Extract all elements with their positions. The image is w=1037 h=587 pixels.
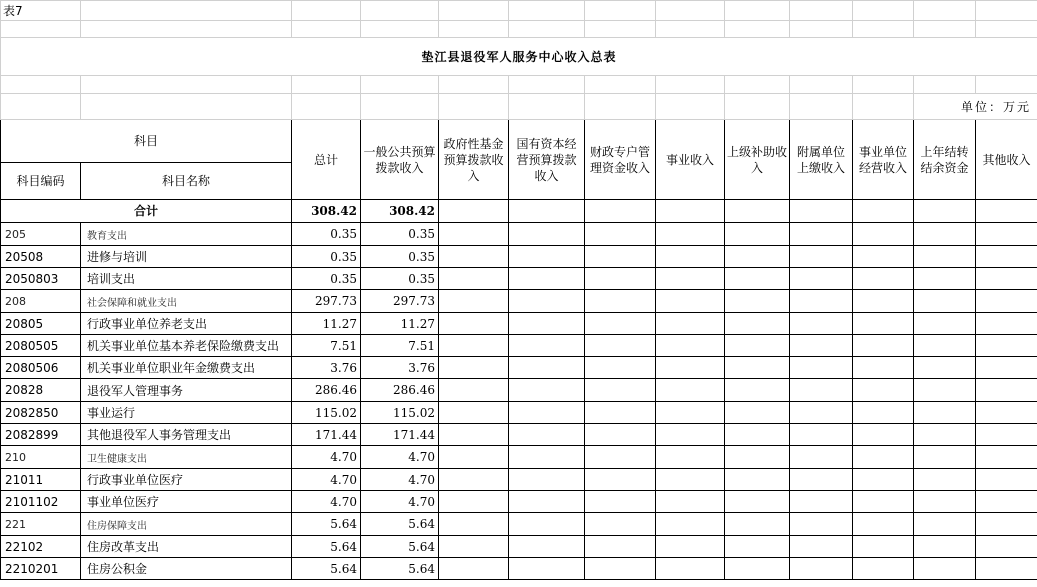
unit-label: 单位：万元 — [914, 94, 1037, 120]
table-row — [1, 491, 1037, 513]
empty-cell — [853, 313, 914, 335]
row-name: 机关事业单位基本养老保险缴费支出 — [81, 335, 292, 357]
empty-cell — [509, 536, 585, 558]
table-row — [1, 290, 1037, 313]
empty-cell — [509, 558, 585, 580]
empty-cell — [853, 290, 914, 313]
empty-cell — [656, 424, 725, 446]
empty-cell — [439, 335, 509, 357]
row-name: 其他退役军人事务管理支出 — [81, 424, 292, 446]
empty-cell — [509, 335, 585, 357]
empty-cell — [853, 446, 914, 469]
empty-cell — [725, 335, 790, 357]
table-row — [1, 402, 1037, 424]
empty-cell — [585, 536, 656, 558]
empty-cell — [656, 268, 725, 290]
empty-cell — [656, 491, 725, 513]
row-name: 教育支出 — [81, 223, 292, 246]
empty-cell — [914, 268, 976, 290]
empty-cell — [976, 513, 1037, 536]
empty-cell — [914, 491, 976, 513]
empty-cell — [585, 402, 656, 424]
row-name: 住房改革支出 — [81, 536, 292, 558]
empty-cell — [509, 357, 585, 379]
row-total: 5.64 — [292, 558, 361, 580]
header-subject: 科目 — [1, 120, 292, 163]
row-total: 0.35 — [292, 268, 361, 290]
row-total: 3.76 — [292, 357, 361, 379]
header-affiliated: 附属单位上缴收入 — [790, 120, 853, 200]
empty-cell — [976, 268, 1037, 290]
empty-cell — [585, 246, 656, 268]
empty-cell — [976, 424, 1037, 446]
empty-cell — [439, 290, 509, 313]
empty-cell — [914, 402, 976, 424]
empty-cell — [509, 268, 585, 290]
empty-cell — [439, 357, 509, 379]
header-carryover: 上年结转结余资金 — [914, 120, 976, 200]
row-general-budget: 7.51 — [361, 335, 439, 357]
row-name: 行政事业单位养老支出 — [81, 313, 292, 335]
row-general-budget: 4.70 — [361, 491, 439, 513]
table-row — [1, 379, 1037, 402]
empty-cell — [790, 357, 853, 379]
empty-cell — [914, 536, 976, 558]
row-total: 297.73 — [292, 290, 361, 313]
empty-cell — [914, 313, 976, 335]
row-general-budget: 4.70 — [361, 446, 439, 469]
row-name: 事业单位医疗 — [81, 491, 292, 513]
row-general-budget: 4.70 — [361, 469, 439, 491]
empty-cell — [976, 469, 1037, 491]
empty-cell — [585, 469, 656, 491]
row-code: 2082850 — [1, 402, 81, 424]
empty-cell — [790, 379, 853, 402]
table-row — [1, 513, 1037, 536]
row-general-budget: 171.44 — [361, 424, 439, 446]
empty-cell — [585, 558, 656, 580]
empty-cell — [790, 446, 853, 469]
row-general-budget: 0.35 — [361, 246, 439, 268]
empty-cell — [439, 491, 509, 513]
row-code: 21011 — [1, 469, 81, 491]
row-general-budget: 11.27 — [361, 313, 439, 335]
row-name: 社会保障和就业支出 — [81, 290, 292, 313]
empty-cell — [509, 491, 585, 513]
row-name: 行政事业单位医疗 — [81, 469, 292, 491]
empty-cell — [585, 223, 656, 246]
row-code: 2101102 — [1, 491, 81, 513]
row-code: 2082899 — [1, 424, 81, 446]
empty-cell — [976, 357, 1037, 379]
total-row-total: 308.42 — [292, 200, 361, 223]
row-total: 4.70 — [292, 446, 361, 469]
empty-cell — [853, 424, 914, 446]
empty-cell — [914, 446, 976, 469]
empty-cell — [725, 558, 790, 580]
empty-cell — [853, 469, 914, 491]
row-name: 机关事业单位职业年金缴费支出 — [81, 357, 292, 379]
row-code: 210 — [1, 446, 81, 469]
empty-cell — [853, 223, 914, 246]
empty-cell — [439, 246, 509, 268]
empty-cell — [585, 379, 656, 402]
row-total: 4.70 — [292, 491, 361, 513]
table-row — [1, 223, 1037, 246]
empty-cell — [853, 558, 914, 580]
empty-cell — [439, 424, 509, 446]
empty-cell — [853, 268, 914, 290]
header-other: 其他收入 — [976, 120, 1037, 200]
row-code: 205 — [1, 223, 81, 246]
row-total: 115.02 — [292, 402, 361, 424]
empty-cell — [853, 357, 914, 379]
empty-cell — [439, 513, 509, 536]
table-row — [1, 268, 1037, 290]
empty-cell — [914, 290, 976, 313]
empty-cell — [439, 402, 509, 424]
row-code: 20805 — [1, 313, 81, 335]
empty-cell — [725, 379, 790, 402]
row-total: 11.27 — [292, 313, 361, 335]
empty-cell — [914, 558, 976, 580]
empty-cell — [790, 513, 853, 536]
row-total: 5.64 — [292, 536, 361, 558]
empty-cell — [853, 491, 914, 513]
row-total: 4.70 — [292, 469, 361, 491]
empty-cell — [585, 513, 656, 536]
empty-cell — [976, 246, 1037, 268]
header-operating: 事业单位经营收入 — [853, 120, 914, 200]
empty-cell — [976, 558, 1037, 580]
page-title: 垫江县退役军人服务中心收入总表 — [1, 38, 1037, 76]
row-total: 0.35 — [292, 246, 361, 268]
sheet-tag: 表7 — [1, 1, 81, 21]
empty-cell — [439, 268, 509, 290]
row-code: 2080505 — [1, 335, 81, 357]
row-total: 171.44 — [292, 424, 361, 446]
empty-cell — [585, 491, 656, 513]
empty-cell — [853, 246, 914, 268]
empty-cell — [656, 558, 725, 580]
row-general-budget: 286.46 — [361, 379, 439, 402]
empty-cell — [790, 335, 853, 357]
row-code: 2080506 — [1, 357, 81, 379]
row-general-budget: 5.64 — [361, 536, 439, 558]
empty-cell — [439, 469, 509, 491]
row-general-budget: 5.64 — [361, 558, 439, 580]
empty-cell — [725, 536, 790, 558]
empty-cell — [790, 402, 853, 424]
empty-cell — [725, 491, 790, 513]
header-subject-code: 科目编码 — [1, 163, 81, 200]
empty-cell — [439, 446, 509, 469]
empty-cell — [509, 223, 585, 246]
empty-cell — [656, 246, 725, 268]
row-total: 286.46 — [292, 379, 361, 402]
row-name: 进修与培训 — [81, 246, 292, 268]
empty-cell — [439, 379, 509, 402]
empty-cell — [439, 223, 509, 246]
empty-cell — [439, 558, 509, 580]
empty-cell — [914, 379, 976, 402]
empty-cell — [853, 335, 914, 357]
empty-cell — [790, 536, 853, 558]
empty-cell — [725, 246, 790, 268]
header-state-capital: 国有资本经营预算拨款收入 — [509, 120, 585, 200]
empty-cell — [976, 290, 1037, 313]
table-row — [1, 246, 1037, 268]
row-total: 0.35 — [292, 223, 361, 246]
empty-cell — [914, 357, 976, 379]
table-row — [1, 313, 1037, 335]
empty-cell — [914, 424, 976, 446]
empty-cell — [656, 313, 725, 335]
header-total: 总计 — [292, 120, 361, 200]
table-row — [1, 536, 1037, 558]
table-row — [1, 469, 1037, 491]
empty-cell — [725, 313, 790, 335]
row-general-budget: 297.73 — [361, 290, 439, 313]
empty-cell — [976, 402, 1037, 424]
empty-cell — [725, 223, 790, 246]
empty-cell — [914, 223, 976, 246]
empty-cell — [790, 469, 853, 491]
row-general-budget: 3.76 — [361, 357, 439, 379]
empty-cell — [976, 313, 1037, 335]
empty-cell — [790, 246, 853, 268]
empty-cell — [656, 357, 725, 379]
empty-cell — [509, 246, 585, 268]
empty-cell — [976, 536, 1037, 558]
row-general-budget: 0.35 — [361, 223, 439, 246]
row-name: 卫生健康支出 — [81, 446, 292, 469]
empty-cell — [790, 491, 853, 513]
header-superior-subsidy: 上级补助收入 — [725, 120, 790, 200]
empty-cell — [585, 268, 656, 290]
empty-cell — [914, 469, 976, 491]
empty-cell — [656, 446, 725, 469]
empty-cell — [585, 290, 656, 313]
row-name: 退役军人管理事务 — [81, 379, 292, 402]
empty-cell — [656, 536, 725, 558]
empty-cell — [585, 446, 656, 469]
empty-cell — [976, 335, 1037, 357]
table-row — [1, 446, 1037, 469]
header-business: 事业收入 — [656, 120, 725, 200]
empty-cell — [656, 402, 725, 424]
row-code: 2210201 — [1, 558, 81, 580]
empty-cell — [853, 379, 914, 402]
empty-cell — [656, 290, 725, 313]
empty-cell — [725, 357, 790, 379]
row-total: 7.51 — [292, 335, 361, 357]
empty-cell — [914, 246, 976, 268]
row-code: 20508 — [1, 246, 81, 268]
row-code: 2050803 — [1, 268, 81, 290]
row-name: 住房公积金 — [81, 558, 292, 580]
row-general-budget: 115.02 — [361, 402, 439, 424]
empty-cell — [509, 290, 585, 313]
empty-cell — [725, 513, 790, 536]
empty-cell — [790, 290, 853, 313]
row-code: 22102 — [1, 536, 81, 558]
table-row — [1, 357, 1037, 379]
row-name: 住房保障支出 — [81, 513, 292, 536]
empty-cell — [725, 268, 790, 290]
empty-cell — [509, 424, 585, 446]
empty-cell — [585, 424, 656, 446]
empty-cell — [585, 313, 656, 335]
table-row — [1, 424, 1037, 446]
empty-cell — [585, 335, 656, 357]
row-code: 20828 — [1, 379, 81, 402]
empty-cell — [509, 513, 585, 536]
empty-cell — [656, 513, 725, 536]
row-general-budget: 0.35 — [361, 268, 439, 290]
empty-cell — [656, 469, 725, 491]
empty-cell — [656, 335, 725, 357]
total-row-label: 合计 — [1, 200, 292, 223]
empty-cell — [725, 424, 790, 446]
empty-cell — [656, 379, 725, 402]
empty-cell — [790, 558, 853, 580]
empty-cell — [509, 469, 585, 491]
empty-cell — [790, 268, 853, 290]
empty-cell — [725, 446, 790, 469]
empty-cell — [439, 536, 509, 558]
row-name: 培训支出 — [81, 268, 292, 290]
empty-cell — [853, 513, 914, 536]
table-row — [1, 558, 1037, 580]
row-total: 5.64 — [292, 513, 361, 536]
empty-cell — [853, 402, 914, 424]
row-general-budget: 5.64 — [361, 513, 439, 536]
empty-cell — [914, 513, 976, 536]
row-code: 221 — [1, 513, 81, 536]
empty-cell — [725, 469, 790, 491]
empty-cell — [656, 223, 725, 246]
header-fiscal-special: 财政专户管理资金收入 — [585, 120, 656, 200]
row-name: 事业运行 — [81, 402, 292, 424]
empty-cell — [509, 379, 585, 402]
empty-cell — [439, 313, 509, 335]
empty-cell — [976, 223, 1037, 246]
empty-cell — [976, 446, 1037, 469]
header-general-budget: 一般公共预算拨款收入 — [361, 120, 439, 200]
empty-cell — [585, 357, 656, 379]
empty-cell — [790, 313, 853, 335]
empty-cell — [853, 536, 914, 558]
empty-cell — [790, 424, 853, 446]
empty-cell — [725, 290, 790, 313]
total-row-general-budget: 308.42 — [361, 200, 439, 223]
header-subject-name: 科目名称 — [81, 163, 292, 200]
empty-cell — [976, 491, 1037, 513]
empty-cell — [790, 223, 853, 246]
row-code: 208 — [1, 290, 81, 313]
empty-cell — [725, 402, 790, 424]
header-gov-fund: 政府性基金预算拨款收入 — [439, 120, 509, 200]
empty-cell — [976, 379, 1037, 402]
empty-cell — [509, 313, 585, 335]
empty-cell — [509, 402, 585, 424]
table-row — [1, 335, 1037, 357]
empty-cell — [914, 335, 976, 357]
empty-cell — [509, 446, 585, 469]
